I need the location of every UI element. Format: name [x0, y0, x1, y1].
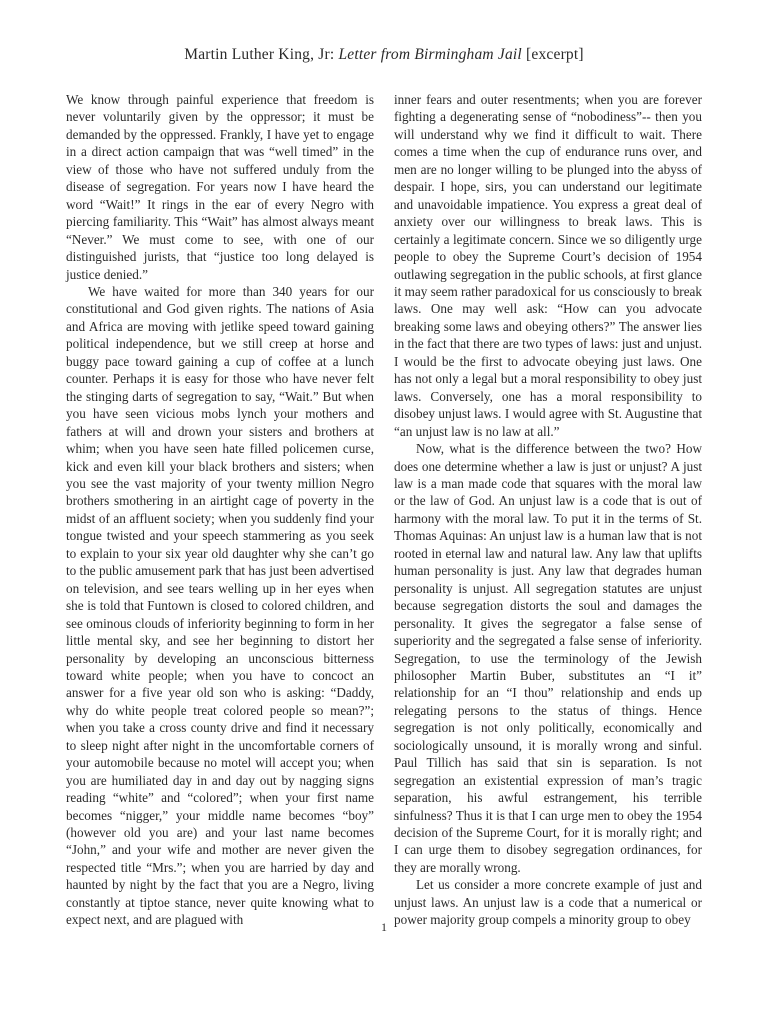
page-header — [0, 46, 768, 64]
header-title: Letter from Birmingham Jail — [338, 46, 522, 63]
right-column — [394, 91, 702, 929]
paragraph: We have waited for more than 340 years for our constitutional and God given rights. The nations of Asia and Africa are moving with jetlike speed toward gaining political independence, but we still creep at horse and buggy pace toward gaining a cup of coffee at a lunch counter. Perhaps it is easy for those who have never felt the stinging darts of segregation to say, “Wait.” But when you have seen vicious mobs lynch your mothers and fathers at will and drown your sisters and brothers at whim; when you have seen hate filled policemen curse, kick and even kill your black brothers and sisters; when you see the vast majority of your twenty million Negro brothers smothering in an airtight cage of poverty in the midst of an affluent society; when you suddenly find your tongue twisted and your speech stammering as you seek to explain to your six year old daughter why she can’t go to the public amusement park that has just been advertised on television, and see tears welling up in her eyes when she is told that Funtown is closed to colored children, and see ominous clouds of inferiority beginning to form in her little mental sky, and see her beginning to distort her personality by developing an unconscious bitterness toward white people; when you have to concoct an answer for a five year old son who is asking: “Daddy, why do white people treat colored people so mean?”; when you take a cross county drive and find it necessary to sleep night after night in the uncomfortable corners of your automobile because no motel will accept you; when you are humiliated day in and day out by nagging signs reading “white” and “colored”; when your first name becomes “nigger,” your middle name becomes “boy” (however old you are) and your last name becomes “John,” and your wife and mother are never given the respected title “Mrs.”; when you are harried by day and haunted by night by the fact that you are a Negro, living constantly at tiptoe stance, never quite knowing what to expect next, and are plagued with — [66, 283, 374, 928]
paragraph: We know through painful experience that freedom is never voluntarily given by the oppressor; it must be demanded by the oppressed. Frankly, I have yet to engage in a direct action campaign that was “well timed” in the view of those who have not suffered unduly from the disease of segregation. For years now I have heard the word “Wait!” It rings in the ear of every Negro with piercing familiarity. This “Wait” has almost always meant “Never.” We must come to see, with one of our distinguished jurists, that “justice too long delayed is justice denied.” — [66, 92, 374, 282]
paragraph: Now, what is the difference between the two? How does one determine whether a law is just or unjust? A just law is a man made code that squares with the moral law or the law of God. An unjust law is a code that is out of harmony with the moral law. To put it in the terms of St. Thomas Aquinas: An unjust law is a human law that is not rooted in eternal law and natural law. Any law that uplifts human personality is just. Any law that degrades human personality is unjust. All segregation statutes are unjust because segregation distorts the soul and damages the personality. It gives the segregator a false sense of superiority and the segregated a false sense of inferiority. Segregation, to use the terminology of the Jewish philosopher Martin Buber, substitutes an “I it” relationship for an “I thou” relationship and ends up relegating persons to the status of things. Hence segregation is not only politically, economically and sociologically unsound, it is morally wrong and sinful. Paul Tillich has said that sin is separation. Is not segregation an existential expression of man’s tragic separation, his awful estrangement, his terrible sinfulness? Thus it is that I can urge men to obey the 1954 decision of the Supreme Court, for it is morally right; and I can urge them to disobey segregation ordinances, for they are morally wrong. — [394, 441, 702, 875]
page-number: 1 — [381, 920, 387, 934]
header-suffix: [excerpt] — [526, 46, 584, 63]
paragraph: Let us consider a more concrete example of just and unjust laws. An unjust law is a code that a numerical or power majority group compels a minority group to obey — [394, 877, 702, 928]
left-column — [66, 91, 374, 929]
header-author: Martin Luther King, Jr: — [184, 46, 335, 63]
paragraph: inner fears and outer resentments; when you are forever fighting a degenerating sense of “nobodiness”-- then you will understand why we find it difficult to wait. There comes a time when the cup of endurance runs over, and men are no longer willing to be plunged into the abyss of despair. I hope, sirs, you can understand our legitimate and unavoidable impatience. You express a great deal of anxiety over our willingness to break laws. This is certainly a legitimate concern. Since we so diligently urge people to obey the Supreme Court’s decision of 1954 outlawing segregation in the public schools, at first glance it may seem rather paradoxical for us consciously to break laws. One may well ask: “How can you advocate breaking some laws and obeying others?” The answer lies in the fact that there are two types of laws: just and unjust. I would be the first to advocate obeying just laws. One has not only a legal but a moral responsibility to obey just laws. Conversely, one has a moral responsibility to disobey unjust laws. I would agree with St. Augustine that “an unjust law is no law at all.” — [394, 92, 702, 439]
